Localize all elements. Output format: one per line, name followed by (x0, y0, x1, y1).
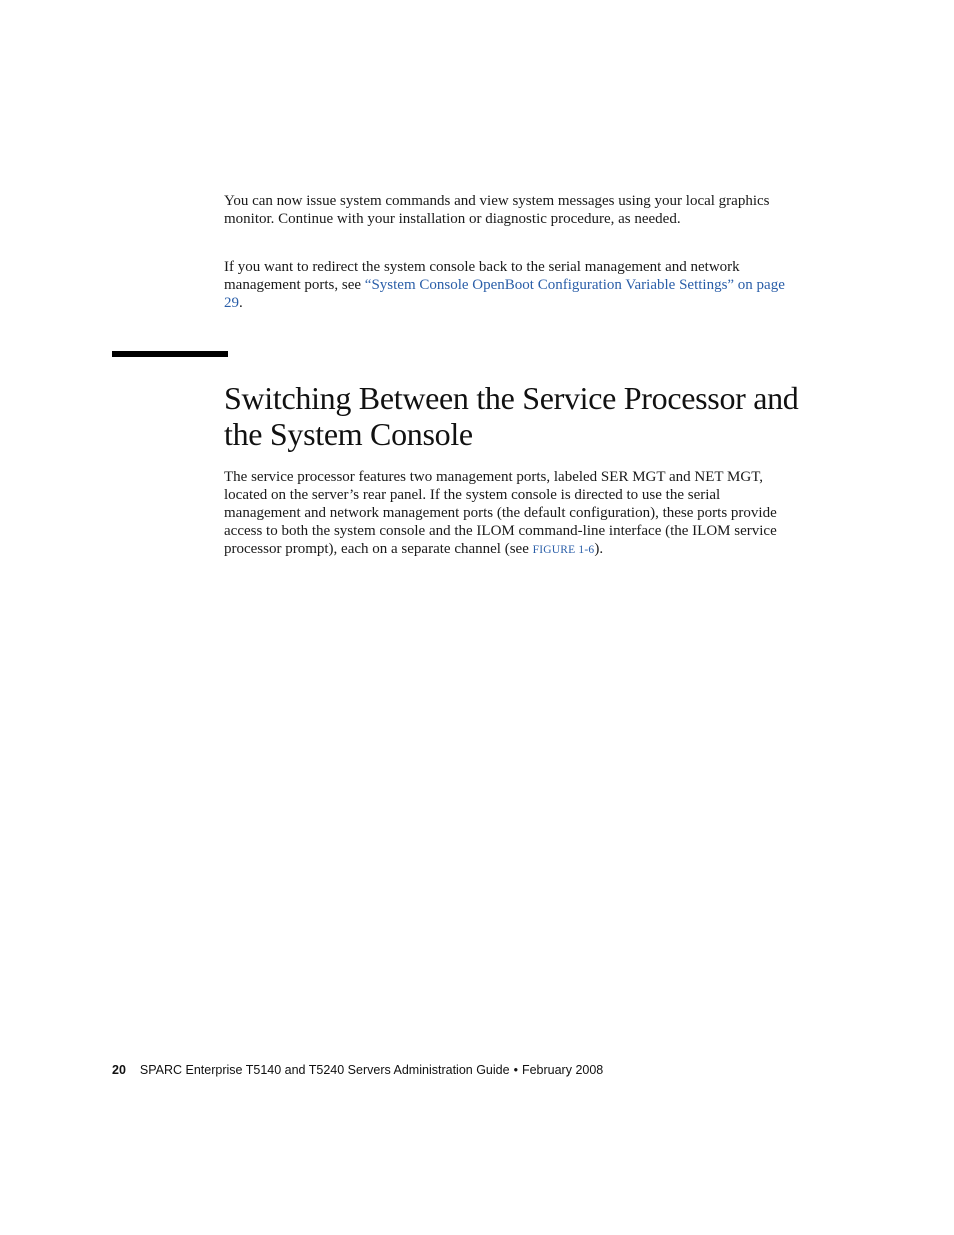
section-body-suffix: ). (594, 541, 604, 557)
intro-paragraph-1-text: You can now issue system commands and view system messages using your local graphics monitor. Continue with your installation or diagnostic procedure, as needed. (224, 193, 770, 227)
intro-paragraph-2 (224, 258, 794, 312)
section-body-paragraph (224, 468, 794, 559)
intro-paragraph-2-prefix: If you want to redirect the system console back to the serial management and network management ports, see (224, 259, 740, 293)
page-number: 20 (112, 1063, 126, 1077)
page-footer (112, 1063, 603, 1077)
figure-reference-link[interactable]: FIGURE 1-6 (532, 544, 595, 556)
intro-paragraph-1 (224, 192, 794, 228)
console-settings-link[interactable]: “System Console OpenBoot Configuration Variable Settings” on page 29 (224, 277, 785, 311)
section-body-prefix: The service processor features two management ports, labeled SER MGT and NET MGT, located on the server’s rear panel. If the system console is directed to use the serial management and network management ports (the default configuration), these ports provide access to both the system console and the ILOM command-line interface (the ILOM service processor prompt), each on a separate channel (see (224, 469, 777, 557)
intro-paragraph-2-suffix: . (239, 295, 243, 311)
section-heading: Switching Between the Service Processor and the System Console (224, 380, 799, 452)
footer-separator: • (513, 1063, 518, 1077)
footer-title: SPARC Enterprise T5140 and T5240 Servers Administration Guide (139, 1063, 510, 1077)
section-rule (112, 351, 228, 357)
footer-date: February 2008 (521, 1063, 604, 1077)
